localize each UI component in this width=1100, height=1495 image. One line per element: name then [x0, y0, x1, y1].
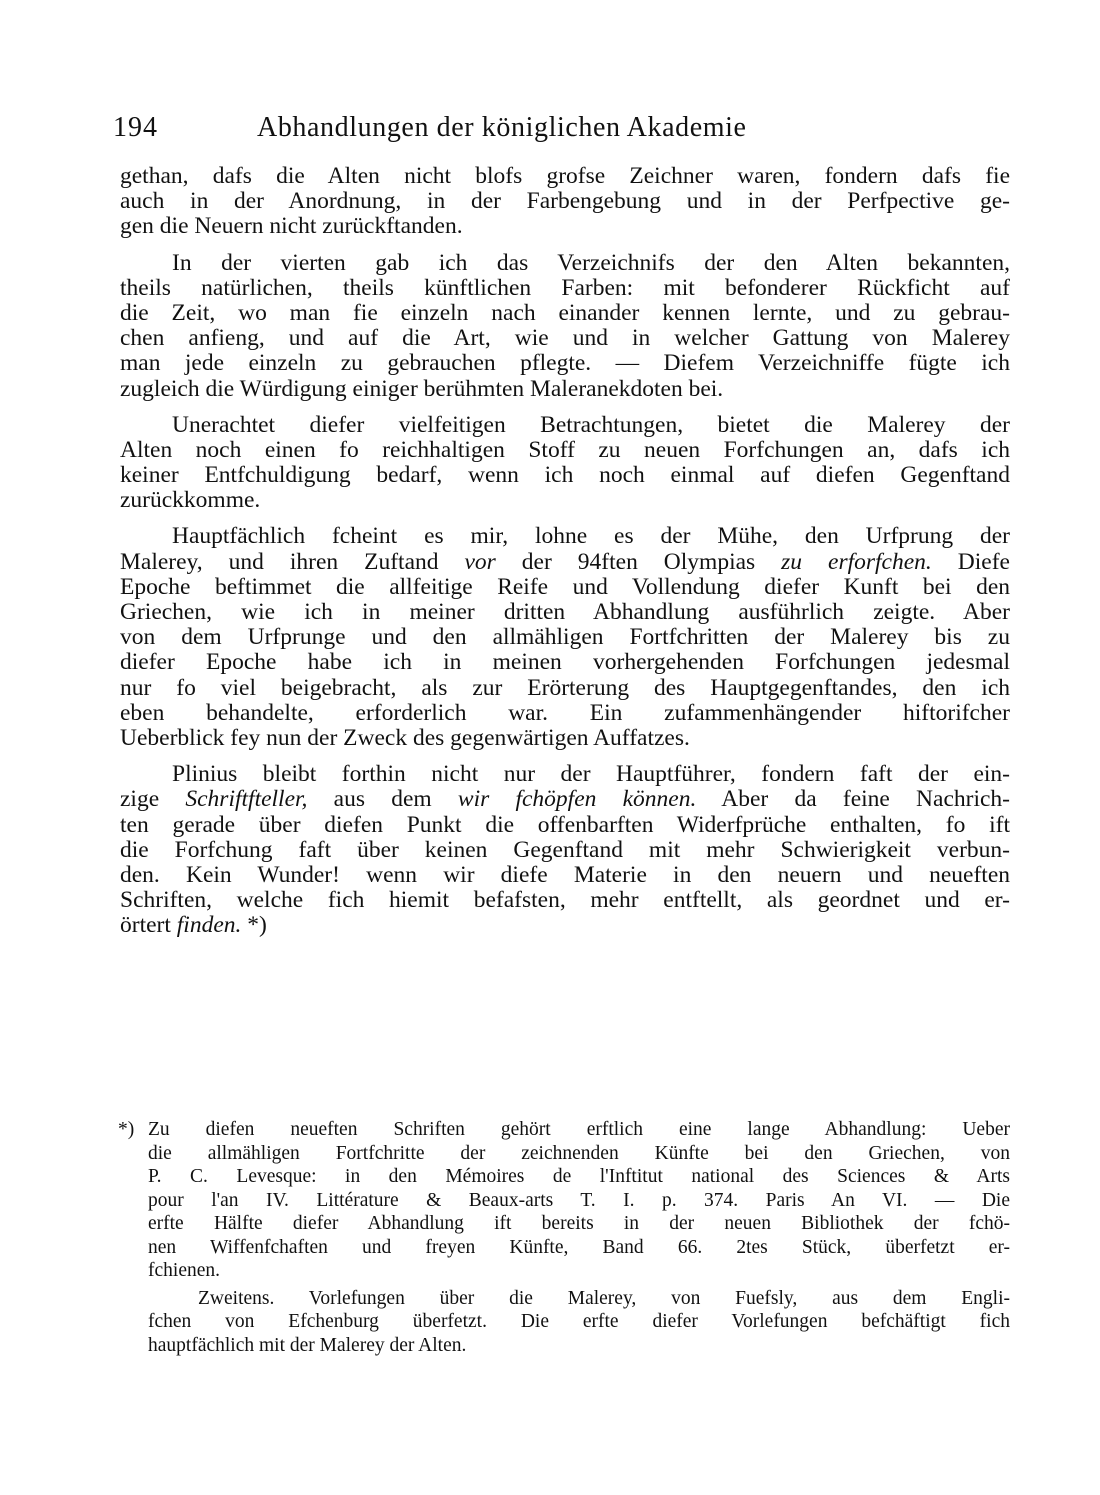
footnote-line: nen Wiffenfchaften und freyen Künfte, Band 66. 2tes Stück, überfetzt er-	[148, 1236, 1010, 1258]
text-line: keiner Entfchuldigung bedarf, wenn ich noch einmal auf diefen Gegenftand	[120, 462, 1010, 489]
italic-text: zu erforfchen.	[781, 548, 932, 575]
paragraph	[120, 164, 1010, 240]
text-line: zugleich die Würdigung einiger berühmten Maleranekdoten bei.	[120, 375, 724, 402]
text-line: Malerey, und ihren Zuftand vor der 94ften Olympias zu erforfchen. Diefe	[120, 548, 1010, 575]
text-line: zige Schriftfteller, aus dem wir fchöpfen können. Aber da feine Nachrich-	[120, 786, 1010, 813]
paragraph	[120, 413, 1010, 514]
text-line: Ueberblick fey nun der Zweck des gegenwärtigen Auffatzes.	[120, 724, 690, 751]
text-line: die Zeit, wo man fie einzeln nach einander kennen lernte, und zu gebrau-	[120, 299, 1010, 326]
text-line: eben behandelte, erforderlich war. Ein zufammenhängender hiftorifcher	[120, 699, 1010, 726]
footnote-line: pour l'an IV. Littérature & Beaux-arts T. I. p. 374. Paris An VI. — Die	[148, 1189, 1010, 1211]
paragraph	[120, 762, 1010, 938]
footnote-line: erfte Hälfte diefer Abhandlung ift bereits in der neuen Bibliothek der fchö-	[148, 1213, 1010, 1234]
italic-text: Schriftfteller,	[185, 786, 308, 813]
footnotes	[118, 1118, 1010, 1361]
text-line: zurückkomme.	[120, 487, 261, 514]
text-line: von dem Urfprunge und den allmähligen Fortfchritten der Malerey bis zu	[120, 624, 1010, 651]
footnote-line	[118, 1118, 1010, 1142]
italic-text: vor	[464, 548, 496, 575]
footnote	[118, 1118, 1010, 1283]
footnote-text: Zu diefen neueften Schriften gehört erftlich eine lange Abhandlung: Ueber	[148, 1119, 1010, 1140]
text-line: die Forfchung faft über keinen Gegenftand mit mehr Schwierigkeit verbun-	[120, 836, 1010, 863]
footnote-line: fchen von Efchenburg überfetzt. Die erfte diefer Vorlefungen befchäftigt fich	[148, 1311, 1010, 1332]
text-line: den. Kein Wunder! wenn wir diefe Materie in den neuern und neueften	[120, 861, 1010, 888]
footnote-marker: *)	[118, 1119, 135, 1140]
italic-text: wir fchöpfen können.	[457, 786, 697, 813]
footnote	[118, 1287, 1010, 1358]
text-line: auch in der Anordnung, in der Farbengebung und in der Perfpective ge-	[120, 188, 1010, 215]
text-line: man jede einzeln zu gebrauchen pflegte. — Diefem Verzeichniffe fügte ich	[120, 350, 1010, 377]
footnote-line: Zweitens. Vorlefungen über die Malerey, von Fuefsly, aus dem Engli-	[198, 1287, 1010, 1309]
text-line: ten gerade über diefen Punkt die offenbarften Widerfprüche enthalten, fo ift	[120, 811, 1010, 838]
text-line: theils natürlichen, theils künftlichen Farben: mit befonderer Rückficht auf	[120, 274, 1010, 301]
footnote-line: P. C. Levesque: in den Mémoires de l'Inftitut national des Sciences & Arts	[148, 1166, 1010, 1187]
body-text	[120, 164, 1010, 949]
italic-text: finden.	[176, 912, 242, 939]
text-line: diefer Epoche habe ich in meinen vorhergehenden Forfchungen jedesmal	[120, 649, 1010, 676]
text-line: gen die Neuern nicht zurückftanden.	[120, 213, 463, 240]
text-line: In der vierten gab ich das Verzeichnifs der den Alten bekannten,	[172, 249, 1010, 276]
paragraph	[120, 251, 1010, 402]
paragraph	[120, 524, 1010, 751]
page-header	[113, 106, 1013, 150]
running-head: Abhandlungen der königlichen Akademie	[257, 112, 747, 143]
footnote-line: fchienen.	[148, 1260, 221, 1281]
footnote-line: hauptfächlich mit der Malerey der Alten.	[148, 1334, 467, 1356]
text-line: Alten noch einen fo reichhaltigen Stoff zu neuen Forfchungen an, dafs ich	[120, 436, 1010, 463]
text-line: örtert finden. *)	[120, 912, 267, 939]
text-line: Plinius bleibt forthin nicht nur der Hauptführer, fondern faft der ein-	[172, 761, 1010, 788]
page-number: 194	[113, 112, 158, 143]
text-line: Unerachtet diefer vielfeitigen Betrachtungen, bietet die Malerey der	[172, 411, 1010, 438]
text-line: nur fo viel beigebracht, als zur Erörterung des Hauptgegenftandes, den ich	[120, 674, 1010, 701]
text-line: Epoche beftimmet die allfeitige Reife und Vollendung diefer Kunft bei den	[120, 573, 1010, 600]
text-line: Griechen, wie ich in meiner dritten Abhandlung ausführlich zeigte. Aber	[120, 599, 1010, 625]
footnote-line: die allmähligen Fortfchritte der zeichnenden Künfte bei den Griechen, von	[148, 1142, 1010, 1164]
text-line: Schriften, welche fich hiemit befafsten, mehr entftellt, als geordnet und er-	[120, 887, 1010, 914]
text-line: Hauptfächlich fcheint es mir, lohne es der Mühe, den Urfprung der	[172, 523, 1010, 550]
text-line: chen anfieng, und auf die Art, wie und in welcher Gattung von Malerey	[120, 325, 1010, 352]
text-line: gethan, dafs die Alten nicht blofs grofse Zeichner waren, fondern dafs fie	[120, 163, 1010, 189]
